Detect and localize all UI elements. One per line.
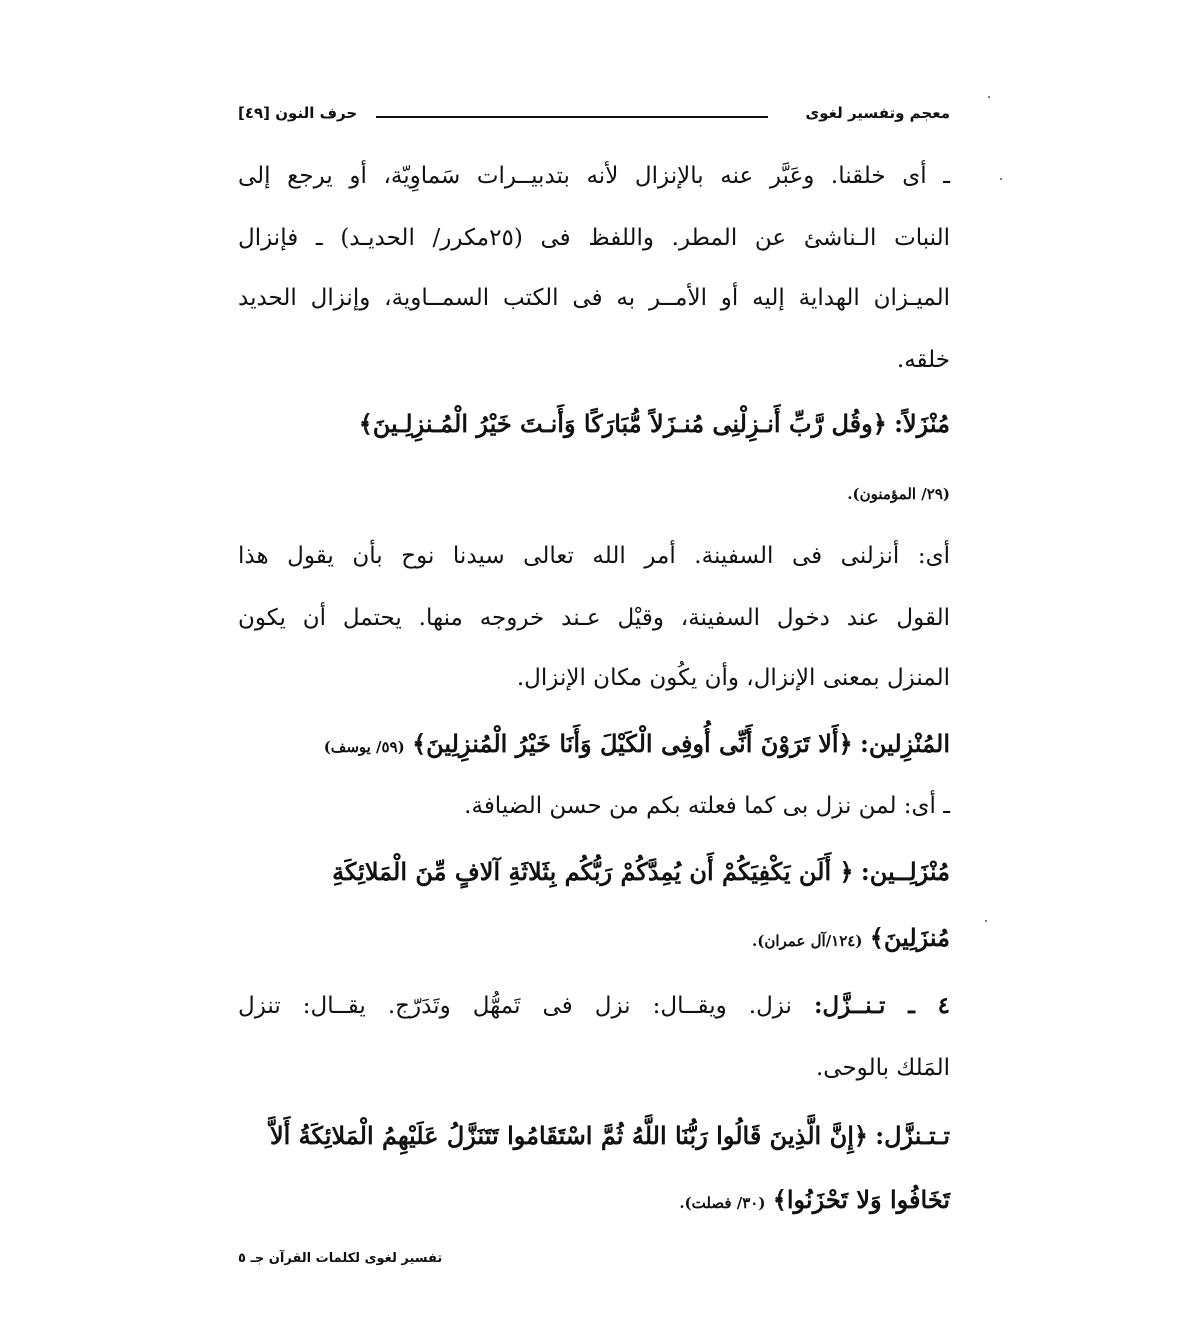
- scan-speck: [985, 920, 987, 922]
- quran-verse: ﴿إِنَّ الَّذِينَ قَالُوا رَبُّنَا اللَّهُ ثُمَّ اسْتَقَامُوا تَتَنَزَّلُ عَلَيْهِمُ الْمَلائِكَةُ أَلاَّ: [269, 1121, 868, 1150]
- verse-reference: (٢٩/ المؤمنون).: [847, 485, 950, 503]
- quran-verse: تَخَافُوا وَلا تَحْزَنُوا﴾: [772, 1185, 950, 1214]
- entry-term: تـتـنزَّل:: [875, 1121, 950, 1150]
- running-header: [238, 104, 950, 130]
- entry-almunzilin: [238, 728, 950, 763]
- verse-ref-line: [238, 476, 950, 510]
- entry-tanazzal: [238, 990, 950, 1022]
- definition: نزل. ويقــال: نزل فى تَمهُّل وتَدَرّج. يقــال: تنزل: [238, 993, 792, 1019]
- quran-verse: ﴿وقُل رَّبِّ أَنـزِلْنِى مُنـزَلاً مُّبَارَكًا وَأَنـتَ خَيْرُ الْمُـنزِلِـينَ﴾: [358, 409, 887, 438]
- text-line: القول عند دخول السفينة، وقيْل عـند خروجه منها. يحتمل أن يكون: [238, 605, 950, 631]
- quran-verse: ﴿أَلا تَرَوْنَ أَنِّى أُوفِى الْكَيْلَ وَأَنَا خَيْرُ الْمُنزِلِينَ﴾: [412, 729, 853, 758]
- verse-continuation: [238, 1184, 950, 1219]
- text-line: ـ أى خلقنا. وعَبَّر عنه بالإنزال لأنه بتدبيــرات سَماوِيّة، أو يرجع إلى: [238, 163, 950, 189]
- text-line: أى: أنزلنى فى السفينة. أمر الله تعالى سيدنا نوح بأن يقول هذا: [238, 543, 950, 569]
- entry-munzalan: [238, 408, 950, 441]
- text-line: ـ أى: لمن نزل بى كما فعلته بكم من حسن الضيافة.: [464, 793, 950, 819]
- verse-reference: (٣٠/ فصلت).: [679, 1194, 766, 1212]
- entry-term: مُنْزَلِــين:: [860, 857, 950, 886]
- text-line: خلقه.: [896, 347, 950, 373]
- quran-verse: ﴿ أَلَن يَكْفِيَكُمْ أَن يُمِدَّكُمْ رَبُّكُم بِثَلاثَةِ آلافٍ مِّنَ الْمَلائِكَةِ: [332, 857, 854, 886]
- footer-text: تفسير لغوى لكلمات القرآن جـ ٥: [238, 1251, 443, 1266]
- text-line: النبات الـناشئ عن المطر. واللفظ فى (٢٥مكرر/ الحديـد) ـ فإنزال: [238, 225, 951, 251]
- scan-speck: [988, 96, 990, 98]
- text-line: الميـزان الهداية إليه أو الأمــر به فى الكتب السمــاوية، وإنزال الحديد: [238, 285, 950, 311]
- section-title: حرف النون [٤٩]: [238, 104, 358, 122]
- verse-continuation: [238, 922, 950, 957]
- verse-reference: (١٢٤/آل عمران).: [752, 932, 863, 950]
- header-rule: [376, 116, 768, 118]
- entry-term: مُنْزَلاً:: [894, 409, 950, 438]
- quran-verse: مُنزَلِينَ﴾: [869, 923, 950, 952]
- verse-reference: (٥٩/ يوسف): [323, 738, 405, 756]
- entry-munzalin: [238, 856, 950, 889]
- book-title: معجم وتفسير لغوى: [805, 104, 950, 122]
- entry-term: ٤ ـ تـنــزَّل:: [813, 992, 950, 1019]
- entry-term: المُنْزِلين:: [859, 729, 950, 758]
- text-line: المنزل بمعنى الإنزال، وأن يكُون مكان الإنزال.: [516, 665, 950, 691]
- scan-speck: [1000, 178, 1002, 180]
- entry-tatanazzal: [238, 1120, 950, 1153]
- text-line: المَلك بالوحى.: [815, 1055, 950, 1081]
- page-footer: [238, 1251, 950, 1266]
